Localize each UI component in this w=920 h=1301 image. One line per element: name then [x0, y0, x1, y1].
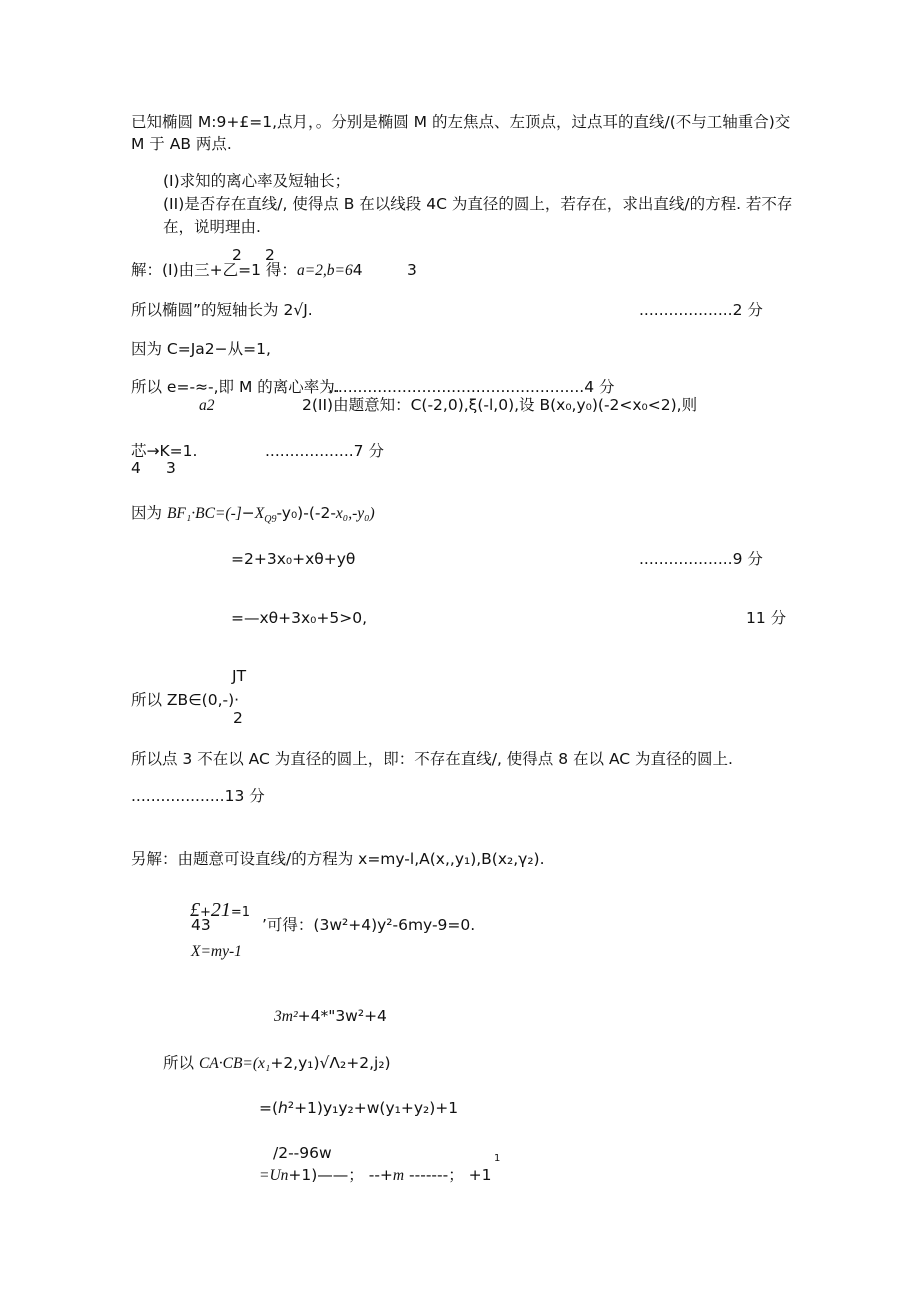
- solution-four: 4: [352, 261, 363, 279]
- score-9: ...................9 分: [639, 550, 763, 568]
- problem-part-1: (I)求知的离心率及短轴长；: [163, 172, 351, 190]
- solution-sup-b: 2: [265, 246, 275, 264]
- dot-rest: -y₀)-(-2-: [276, 504, 336, 522]
- system-line-eq: X=my-1: [191, 943, 242, 960]
- solution-sup-a: 2: [232, 246, 242, 264]
- xin-denom-3: 3: [166, 459, 176, 477]
- eq4-superscript: 1: [494, 1153, 501, 1164]
- dot-x: X: [254, 505, 265, 522]
- problem-line-1: 已知椭圆 M:9+£=1,点月，。分别是椭圆 M 的左焦点、左顶点，过点耳的直线/(不与工轴重合)交: [131, 113, 791, 131]
- c-value-line: 因为 C=Ja2−从=1,: [131, 340, 271, 358]
- eq4-tail: -------； +1: [404, 1166, 492, 1184]
- score-7: ..................7 分: [265, 442, 384, 460]
- eq4-lead: =Un: [259, 1167, 289, 1184]
- equation-2: =—xθ+3x₀+5>0,: [231, 609, 368, 627]
- solution-ab-values: a=2,b=6: [296, 262, 353, 279]
- eccentricity-denominator: a2: [199, 397, 215, 414]
- alt-intro: 另解：由题意可设直线/的方程为 x=my-l,A(x,,y₁),B(x₂,γ₂).: [131, 850, 545, 868]
- angle-numerator: JT: [232, 667, 247, 685]
- dot-vectors: BF₁·BC=(-]: [166, 505, 242, 522]
- eq4-mid: +1)——； --+: [288, 1166, 393, 1184]
- part-2-setup: 2(II)由题意知：C(-2,0),ξ(-l,0),设 B(x₀,y₀)(-2<x₀<2),则: [302, 396, 698, 414]
- eccentricity-line: 所以 e=-≈-,即 M 的离心率为.: [131, 378, 340, 396]
- ca-rest: +2,y₁)√Λ₂+2,j₂): [270, 1054, 391, 1072]
- solution-line-1: [131, 263, 363, 279]
- system-lbrace: £: [190, 899, 200, 921]
- dot-sub: Q9: [264, 514, 277, 526]
- angle-line: 所以 ZB∈(0,-)·: [131, 691, 240, 709]
- angle-denominator: 2: [233, 709, 243, 727]
- score-4: ....................................................4 分: [328, 378, 615, 396]
- frac-rest: +4*"3w²+4: [297, 1007, 387, 1025]
- system-result: ’可得：(3w²+4)y²-6my-9=0.: [262, 916, 476, 934]
- dot-product-line: [131, 504, 375, 526]
- dot-minus: −: [241, 504, 255, 522]
- score-11: 11 分: [746, 609, 787, 627]
- frac-3m2: 3m²: [274, 1008, 298, 1025]
- dot-prefix: 因为: [131, 504, 167, 522]
- solution-three: 3: [407, 261, 417, 279]
- equation-3: =(ℎ²+1)y₁y₂+w(y₁+y₂)+1: [259, 1099, 459, 1117]
- system-eq: =1: [230, 905, 251, 920]
- equation-1: =2+3x₀+xθ+yθ: [231, 550, 356, 568]
- conclusion-line: 所以点 3 不在以 AC 为直径的圆上，即：不存在直线/, 使得点 8 在以 AC 为直径的圆上.: [131, 750, 733, 768]
- problem-line-2: M 于 AB 两点.: [131, 135, 232, 153]
- solution-prefix: 解：(I)由三+乙=1 得：: [131, 261, 297, 279]
- system-43: 43: [191, 916, 211, 934]
- system-21: 21: [210, 899, 231, 921]
- fraction-denominators: [274, 1009, 387, 1025]
- xin-denom-4: 4: [131, 459, 141, 477]
- equation-4: [259, 1168, 491, 1184]
- fraction-numerator: /2--96w: [273, 1144, 332, 1162]
- xin-line: 芯→K=1.: [131, 442, 198, 460]
- score-2: ...................2 分: [639, 301, 763, 319]
- ca-prefix: 所以: [163, 1054, 199, 1072]
- dot-tail: x₀,-y₀): [335, 505, 375, 522]
- problem-part-2: (II)是否存在直线/, 使得点 B 在以线段 4C 为直径的圆上，若存在，求出直线/的方程. 若不存: [163, 195, 793, 213]
- problem-part-2-cont: 在，说明理由.: [163, 218, 261, 236]
- system-plus: +: [200, 905, 211, 920]
- ca-vectors: CA·CB=(x₁: [198, 1055, 271, 1072]
- eq4-m: m: [392, 1167, 405, 1184]
- score-13: ...................13 分: [131, 787, 265, 805]
- ca-cb-line: [163, 1056, 391, 1072]
- short-axis-line: 所以椭圆”的短轴长为 2√J.: [131, 301, 313, 319]
